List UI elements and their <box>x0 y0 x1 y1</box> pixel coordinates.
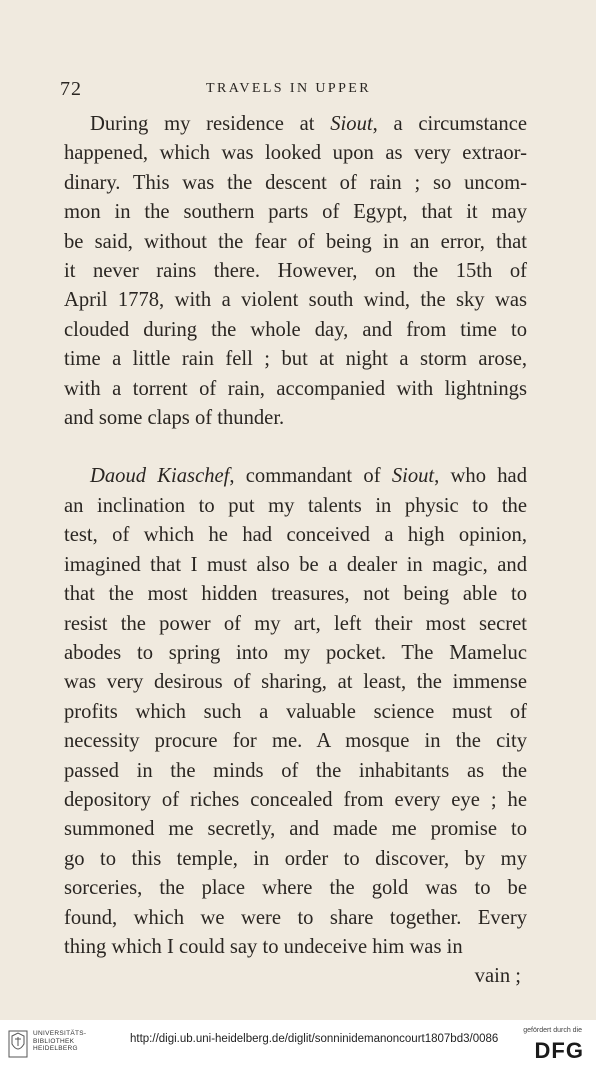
text-line: with a torrent of rain, accompanied with lightnings <box>64 377 527 400</box>
text-line: that the most hidden treasures, not being able to <box>64 583 527 606</box>
paragraph-2 <box>64 462 527 962</box>
text-line: Daoud Kiaschef, commandant of Siout, who had <box>90 465 527 488</box>
text-line: summoned me secretly, and made me promise to <box>64 818 527 841</box>
text-line: imagined that I must also be a dealer in magic, and <box>64 553 527 576</box>
funding-note: gefördert durch die <box>523 1027 582 1034</box>
source-url-link[interactable]: http://digi.ub.uni-heidelberg.de/diglit/sonninidemanoncourt1807bd3/0086 <box>130 1033 499 1045</box>
text-line: and some claps of thunder. <box>64 407 285 430</box>
paragraph-1 <box>64 110 527 433</box>
text-line: profits which such a valuable science must of <box>64 700 527 723</box>
page-body <box>64 110 527 992</box>
text-line: necessity procure for me. A mosque in the city <box>64 730 527 753</box>
text-line: mon in the southern parts of Egypt, that it may <box>64 201 527 224</box>
text-line: happened, which was looked upon as very extraor- <box>64 142 527 165</box>
text-line: an inclination to put my talents in physic to the <box>64 494 527 517</box>
text-line: April 1778, with a violent south wind, the sky was <box>64 289 527 312</box>
library-line: UNIVERSITÄTS- <box>33 1030 87 1037</box>
text-line: resist the power of my art, left their most secret <box>64 612 527 635</box>
text-line: clouded during the whole day, and from time to <box>64 318 527 341</box>
paragraph-gap <box>64 433 527 462</box>
university-seal-icon <box>8 1030 28 1058</box>
library-line: HEIDELBERG <box>33 1045 78 1052</box>
text-line: test, of which he had conceived a high opinion, <box>64 524 527 547</box>
text-line: time a little rain fell ; but at night a storm arose, <box>64 348 527 371</box>
text-line: sorceries, the place where the gold was to be <box>64 877 527 900</box>
catchword: vain ; <box>474 965 521 988</box>
text-line: thing which I could say to undeceive him was in <box>64 935 463 958</box>
text-line: be said, without the fear of being in an error, that <box>64 230 527 253</box>
library-line: BIBLIOTHEK <box>33 1037 75 1045</box>
page-header <box>58 78 528 108</box>
text-line: it never rains there. However, on the 15th of <box>64 260 527 283</box>
text-line: found, which we were to share together. Every <box>64 906 527 929</box>
running-title: TRAVELS IN UPPER <box>206 81 371 96</box>
text-line: During my residence at Siout, a circumstance <box>90 113 527 135</box>
text-line: go to this temple, in order to discover, by my <box>64 847 527 870</box>
text-line: was very desirous of sharing, at least, the immense <box>64 671 527 694</box>
text-line: abodes to spring into my pocket. The Mameluc <box>64 641 527 664</box>
library-name <box>33 1030 86 1053</box>
text-line: depository of riches concealed from every eye ; he <box>64 788 527 811</box>
text-line: dinary. This was the descent of rain ; so uncom- <box>64 171 527 194</box>
dfg-logo: DFG <box>534 1038 584 1063</box>
page-number: 72 <box>60 78 82 100</box>
text-line: passed in the minds of the inhabitants as the <box>64 759 527 782</box>
